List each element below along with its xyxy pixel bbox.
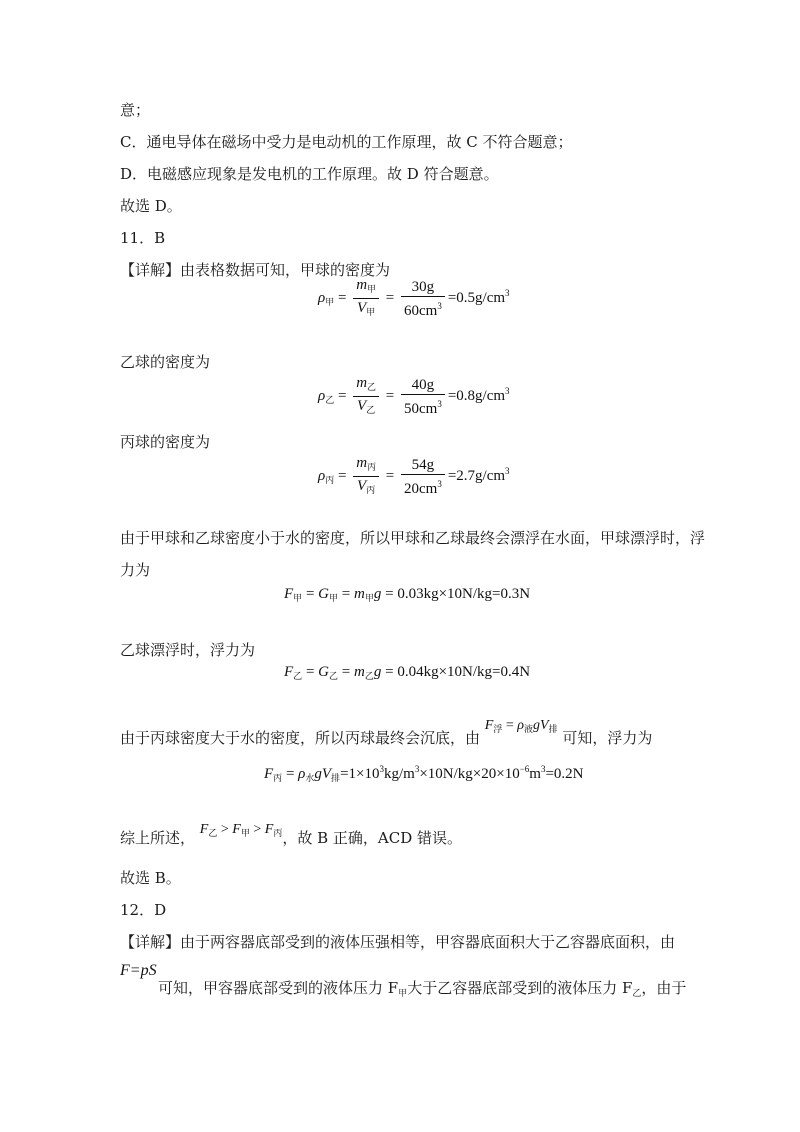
answer-line: 故选 B。 — [120, 869, 181, 887]
formula-f-ps: F=pS — [120, 962, 157, 979]
option-d-text: D．电磁感应现象是发电机的工作原理。故 D 符合题意。 — [120, 165, 499, 183]
text-line: 由于甲球和乙球密度小于水的密度，所以甲球和乙球最终会漂浮在水面，甲球漂浮时，浮 — [120, 529, 706, 547]
answer-line: 故选 D。 — [120, 197, 182, 215]
fraction: $\frac{54g}{20cm^3}$ — [401, 456, 445, 498]
formula-buoyancy-jia: $F_甲 = G_甲 = m_甲g = 0.03kg\times 10N/kg=0.3N$ — [284, 586, 531, 603]
explanation-line: 【详解】由表格数据可知，甲球的密度为 — [120, 261, 391, 279]
formula-density-jia: $\rho_甲$ = $\frac{m_甲}{V_甲}$ = $\frac{30g}{60cm^3}$ $=0.5g/cm^3$ — [318, 276, 510, 321]
text-line: 力为 — [120, 561, 151, 579]
text-line: 乙球漂浮时，浮力为 — [120, 641, 256, 659]
text-line: 可知，甲容器底部受到的液体压力 $F_甲$大于乙容器底部受到的液体压力 $F_乙$，由于 — [158, 979, 687, 999]
text-line: 由于丙球密度大于水的密度，所以丙球最终会沉底，由 $F_浮 = \rho_液gV_排$ 可知，浮力为 — [120, 718, 653, 747]
formula-archimedes: $F_浮 = \rho_液gV_排$ — [484, 718, 558, 734]
formula-buoyancy-yi: $F_乙 = G_乙 = m_乙g = 0.04kg\times 10N/kg=0.4N$ — [284, 664, 531, 681]
formula-comparison: $F_乙 > F_甲 > F_丙$ — [199, 822, 283, 838]
text-line: 意； — [120, 101, 151, 119]
rho-symbol: ρ — [318, 289, 326, 306]
option-c-text: C．通电导体在磁场中受力是电动机的工作原理，故 C 不符合题意； — [120, 133, 573, 151]
formula-density-bing: $\rho_丙$ = $\frac{m_丙}{V_丙}$ = $\frac{54g}{20cm^3}$ $=2.7g/cm^3$ — [318, 454, 510, 499]
fraction: $\frac{40g}{50cm^3}$ — [401, 376, 445, 418]
question-number: 11．B — [120, 229, 166, 247]
formula-buoyancy-bing: $F_丙 = \rho_水gV_排=1\times 10^3kg/m^3\times 10N/kg\times 20\times 10^{-6}m^3=0.2N$ — [264, 764, 584, 783]
text-line: 乙球的密度为 — [120, 353, 211, 371]
fraction: $\frac{m_乙}{V_乙}$ — [353, 374, 379, 419]
text-line: 丙球的密度为 — [120, 433, 211, 451]
fraction: $\frac{m_甲}{V_甲}$ — [353, 276, 379, 321]
formula-density-yi: $\rho_乙$ = $\frac{m_乙}{V_乙}$ = $\frac{40g}{50cm^3}$ $=0.8g/cm^3$ — [318, 374, 510, 419]
text-line: 综上所述， $F_乙 > F_甲 > F_丙$，故 B 正确，ACD 错误。 — [120, 822, 463, 847]
question-number: 12．D — [120, 901, 167, 919]
explanation-line: 【详解】由于两容器底部受到的液体压强相等，甲容器底面积大于乙容器底面积，由 — [120, 933, 676, 951]
fraction: $\frac{30g}{60cm^3}$ — [401, 278, 445, 320]
fraction: $\frac{m_丙}{V_丙}$ — [353, 454, 379, 499]
